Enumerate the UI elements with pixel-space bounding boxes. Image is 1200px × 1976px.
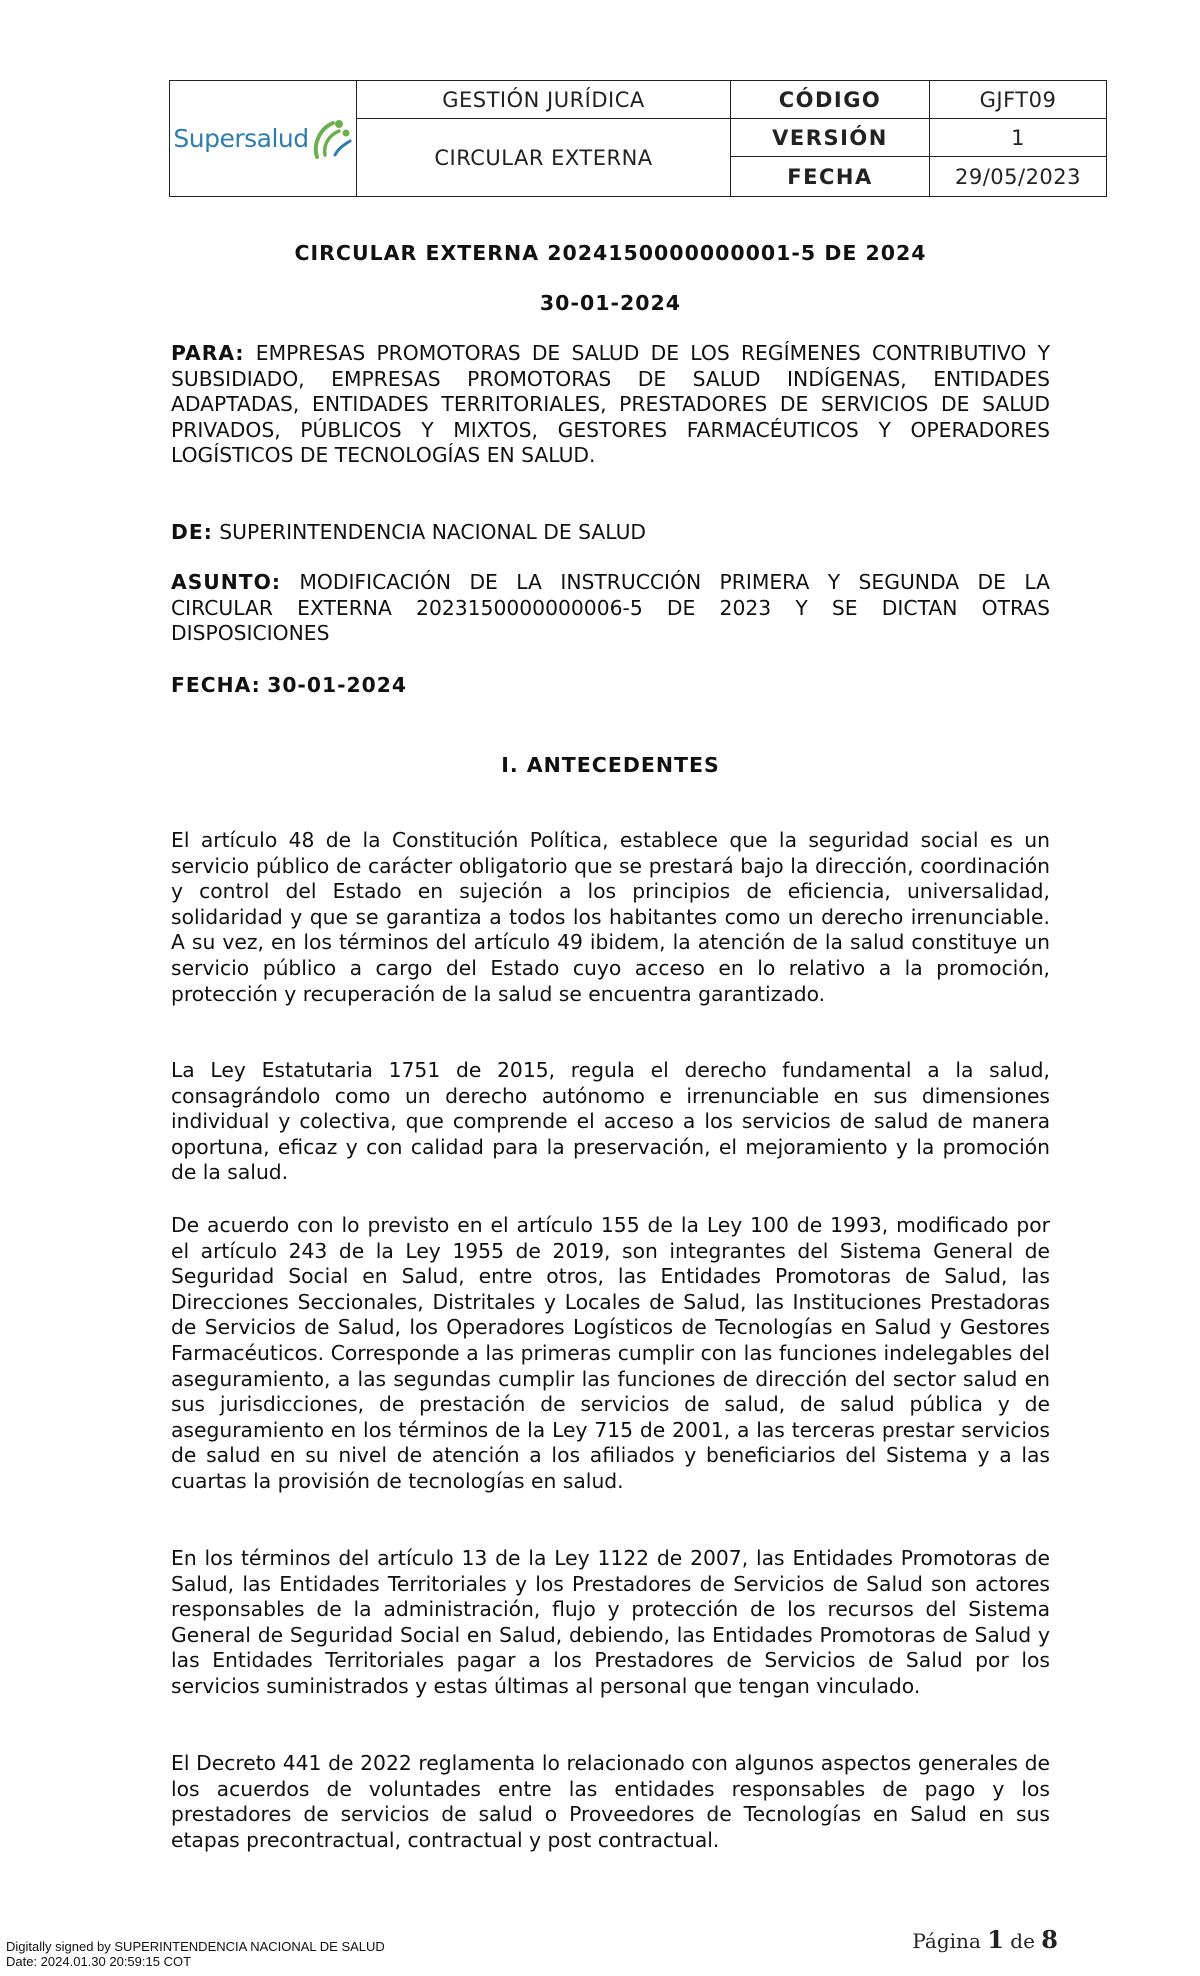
fecha-text: 30-01-2024 bbox=[267, 673, 407, 697]
digital-signature bbox=[6, 1939, 385, 1969]
code-label: CÓDIGO bbox=[731, 81, 930, 119]
document-header bbox=[169, 80, 1107, 197]
de-label: DE: bbox=[171, 520, 213, 544]
asunto-block bbox=[171, 570, 1050, 647]
asunto-text: MODIFICACIÓN DE LA INSTRUCCIÓN PRIMERA Y SEGUNDA DE LA CIRCULAR EXTERNA 2023150000000006-5 DE 2023 Y SE DICTAN OTRAS DISPOSICIONES bbox=[171, 570, 1050, 646]
section-heading: I. ANTECEDENTES bbox=[501, 753, 720, 777]
page-of: de bbox=[1010, 1929, 1035, 1953]
supersalud-logo-icon bbox=[311, 117, 353, 161]
page-total: 8 bbox=[1041, 1925, 1058, 1954]
logo-text: Supersalud bbox=[173, 124, 309, 153]
paragraph-text: El artículo 48 de la Constitución Política, establece que la seguridad social es un servicio público de carácter obligatorio que se prestará bajo la dirección, coordinación y control del Estado en sujeción a los principios de eficiencia, universalidad, solidaridad y que se garantiza a todos los habitantes como un derecho irrenunciable. A su vez, en los términos del artículo 49 ibidem, la atención de la salud constituye un servicio público a cargo del Estado cuyo acceso en lo relativo a la promoción, protección y recuperación de la salud se encuentra garantizado. bbox=[171, 828, 1050, 1006]
body-paragraph bbox=[171, 828, 1050, 1007]
para-text: EMPRESAS PROMOTORAS DE SALUD DE LOS REGÍMENES CONTRIBUTIVO Y SUBSIDIADO, EMPRESAS PROMOTORAS DE SALUD INDÍGENAS, ENTIDADES ADAPTADAS, ENTIDADES TERRITORIALES, PRESTADORES DE SERVICIOS DE SALUD PRIVADOS, PÚBLICOS Y MIXTOS, GESTORES FARMACÉUTICOS Y OPERADORES LOGÍSTICOS DE TECNOLOGÍAS EN SALUD. bbox=[171, 341, 1050, 468]
para-label: PARA: bbox=[171, 341, 245, 365]
asunto-label: ASUNTO: bbox=[171, 570, 281, 594]
body-paragraph bbox=[171, 1213, 1050, 1495]
date-value: 29/05/2023 bbox=[930, 157, 1107, 197]
body-paragraph bbox=[171, 1751, 1050, 1853]
supersalud-logo bbox=[173, 117, 352, 161]
doc-type-cell: CIRCULAR EXTERNA bbox=[357, 119, 731, 197]
paragraph-text: El Decreto 441 de 2022 reglamenta lo relacionado con algunos aspectos generales de los acuerdos de voluntades entre las entidades responsables de pago y los prestadores de servicios de salud o Proveedores de Tecnologías en Salud en sus etapas precontractual, contractual y post contractual. bbox=[171, 1751, 1050, 1852]
page-current: 1 bbox=[987, 1925, 1004, 1954]
de-text: SUPERINTENDENCIA NACIONAL DE SALUD bbox=[219, 520, 647, 544]
circular-title: CIRCULAR EXTERNA 2024150000000001-5 DE 2024 bbox=[294, 241, 927, 265]
fecha-label: FECHA: bbox=[171, 673, 261, 697]
page-number bbox=[912, 1925, 1058, 1954]
date-label: FECHA bbox=[731, 157, 930, 197]
paragraph-text: La Ley Estatutaria 1751 de 2015, regula el derecho fundamental a la salud, consagrándolo como un derecho autónomo e irrenunciable en sus dimensiones individual y colectiva, que comprende el acceso a los servicios de salud de manera oportuna, eficaz y con calidad para la preservación, el mejoramiento y la promoción de la salud. bbox=[171, 1058, 1050, 1185]
page-word: Página bbox=[912, 1929, 981, 1953]
body-paragraph bbox=[171, 1058, 1050, 1186]
version-label: VERSIÓN bbox=[731, 119, 930, 157]
paragraph-text: En los términos del artículo 13 de la Ley 1122 de 2007, las Entidades Promotoras de Salud, las Entidades Territoriales y los Prestadores de Servicios de Salud son actores responsables de la administración, flujo y protección de los recursos del Sistema General de Seguridad Social en Salud, debiendo, las Entidades Promotoras de Salud y las Entidades Territoriales pagar a los Prestadores de Servicios de Salud por los servicios suministrados y estas últimas al personal que tengan vinculado. bbox=[171, 1546, 1050, 1698]
de-block bbox=[171, 520, 1050, 546]
fecha-block bbox=[171, 673, 1050, 699]
version-value: 1 bbox=[930, 119, 1107, 157]
department-cell: GESTIÓN JURÍDICA bbox=[357, 81, 731, 119]
code-value: GJFT09 bbox=[930, 81, 1107, 119]
logo-cell bbox=[170, 81, 357, 197]
body-paragraph bbox=[171, 1546, 1050, 1700]
circular-title-date: 30-01-2024 bbox=[539, 291, 682, 315]
signature-date: Date: 2024.01.30 20:59:15 COT bbox=[6, 1954, 192, 1969]
paragraph-text: De acuerdo con lo previsto en el artículo 155 de la Ley 100 de 1993, modificado por el artículo 243 de la Ley 1955 de 2019, son integrantes del Sistema General de Seguridad Social en Salud, entre otros, las Entidades Promotoras de Salud, las Direcciones Seccionales, Distritales y Locales de Salud, las Instituciones Prestadoras de Servicios de Salud, los Operadores Logísticos de Tecnologías en Salud y Gestores Farmacéuticos. Corresponde a las primeras cumplir con las funciones indelegables del aseguramiento, a las segundas cumplir las funciones de dirección del sector salud en sus jurisdicciones, de prestación de servicios de salud, de salud pública y de aseguramiento en los términos de la Ley 715 de 2001, a las terceras prestar servicios de salud en su nivel de atención a los afiliados y beneficiarios del Sistema y a las cuartas la provisión de tecnologías en salud. bbox=[171, 1213, 1050, 1493]
para-block bbox=[171, 341, 1050, 469]
signature-line: Digitally signed by SUPERINTENDENCIA NACIONAL DE SALUD bbox=[6, 1939, 385, 1954]
